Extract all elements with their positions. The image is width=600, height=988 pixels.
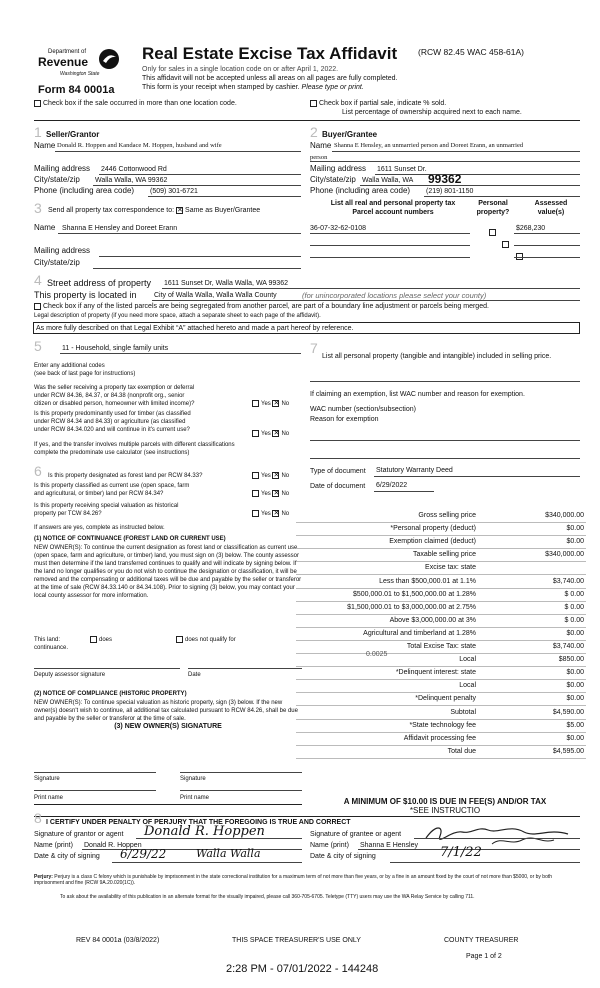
dept-state: Washington State [60, 71, 100, 77]
tax-row [296, 589, 586, 602]
does-option: does [90, 636, 112, 644]
buyer-name-cont[interactable]: person [310, 154, 328, 161]
revenue-logo [38, 46, 118, 82]
alt-format-notice: To ask about the availability of this publication in an alternate format for the visually impaired, please call 360-705-6705. Teletype (TTY) users may use the WA Relay Service by calling 711. [60, 894, 475, 900]
seller-city-label: City/state/zip [34, 175, 80, 184]
this-land-label: This land: continuance. [34, 637, 69, 651]
parcel-heading: List all real and personal property tax Parcel account numbers [330, 200, 456, 216]
tax-row [296, 549, 586, 562]
buyer-mailing-label: Mailing address [310, 164, 367, 173]
historic-yes-no: Yes ✕ No [252, 510, 289, 518]
grantor-city[interactable]: Walla Walla [196, 847, 261, 860]
does-not-checkbox[interactable] [176, 636, 183, 643]
corr-mailing-label: Mailing address [34, 246, 91, 255]
partial-sale-check[interactable]: Check box if partial sale, indicate % sold. [310, 99, 446, 108]
multi-location-checkbox[interactable] [34, 100, 41, 107]
tax-row-label: *Delinquent interest: state [395, 669, 476, 677]
forest-no-checkbox[interactable] [272, 472, 279, 479]
section-number: 1 [34, 124, 42, 140]
timber-yes-no: Yes ✕ No [252, 430, 289, 438]
exemption-yes-no: Yes ✕ No [252, 400, 289, 408]
seller-city[interactable]: Walla Walla, WA 99362 [95, 177, 168, 184]
same-as-buyer-checkbox[interactable] [176, 207, 183, 214]
tax-row-value[interactable]: $5.00 [566, 721, 584, 729]
personal-heading: Personal property? [476, 200, 510, 216]
section-number: 4 [34, 272, 42, 288]
tax-row [296, 615, 586, 628]
seller-mailing-label: Mailing address [34, 164, 91, 173]
tax-row-value[interactable]: $0.00 [566, 629, 584, 637]
seller-name[interactable]: Donald R. Hoppen and Kandace M. Hoppen, husband and wife [57, 142, 222, 149]
tax-row-label: Exemption claimed (deduct) [389, 538, 476, 546]
tax-row [296, 536, 586, 549]
timber-yes-checkbox[interactable] [252, 430, 259, 437]
located-label: This property is located in [34, 290, 137, 300]
section-number: 7 [310, 340, 318, 356]
segregation-checkbox[interactable] [34, 303, 41, 310]
tax-row [296, 576, 586, 589]
header-line3: This form is your receipt when stamped by cashier. Please type or print. [142, 84, 364, 91]
tax-row-label: Affidavit processing fee [403, 734, 476, 742]
deputy-label: Deputy assessor signature [34, 672, 106, 678]
located-in[interactable]: City of Walla Walla, Walla Walla County [154, 292, 277, 299]
see-instructions: *SEE INSTRUCTIO [409, 806, 481, 815]
date-label: Date [188, 672, 201, 678]
print-name-label: Print name [34, 795, 64, 801]
tax-row-label: Total due [447, 747, 476, 755]
minimum-due: A MINIMUM OF $10.00 IS DUE IN FEE(S) AND/OR TAX [343, 797, 547, 806]
buyer-heading: Buyer/Grantee [322, 130, 378, 139]
doc-date[interactable]: 6/29/2022 [376, 482, 408, 489]
tax-row [296, 628, 586, 641]
perjury-notice: Perjury: Perjury is a class C felony which is punishable by imprisonment in the state correctional institution for a maximum term of not more than five years, or by a fine in an amount fixed by the court of not more than $5000, or by both imprisonment and fine (RCW 9A.20.020(1C)). [34, 874, 553, 886]
grantor-name-label: Name (print) [34, 842, 73, 849]
tax-row-value[interactable]: $0.00 [566, 525, 584, 533]
notice-continuance-body: NEW OWNER(S): To continue the current designation as forest land or classification as current use (open space, farm and agriculture, or timber) land, you must sign on (3) below. The county assessor must then determine if the land transferred continues to qualify and will indicate by signing below. If the land no longer qualifies or you do not wish to continue the designation or classification, it will be removed and the compensating or additional taxes will be due and payable by the seller or transferor at the time of sale (RCW 84.33.140 or 84.34.108). Prior to signing (3) below, you may contact your local county assessor for more information. [34, 545, 302, 599]
list-percentage: List percentage of ownership acquired next to each name. [342, 109, 522, 116]
corr-city-label: City/state/zip [34, 258, 80, 267]
seller-name-label: Name [34, 141, 56, 150]
grantor-name[interactable]: Donald R. Hoppen [84, 842, 142, 849]
reason-label: Reason for exemption [310, 416, 379, 423]
historic-no-checkbox[interactable] [272, 510, 279, 517]
section-number: 3 [34, 200, 42, 216]
tax-row-value[interactable]: $340,000.00 [545, 512, 584, 519]
doc-type[interactable]: Statutory Warranty Deed [376, 467, 453, 474]
timber-no-checkbox[interactable] [272, 430, 279, 437]
section-number: 6 [34, 463, 42, 479]
tax-row-value[interactable]: $ 0.00 [564, 590, 584, 598]
tax-row [296, 602, 586, 615]
tax-row [296, 733, 586, 746]
assessed-heading: Assessed value(s) [534, 200, 568, 216]
street-address[interactable]: 1611 Sunset Dr, Walla Walla, WA 99362 [164, 280, 288, 287]
buyer-mailing[interactable]: 1611 Sunset Dr. [377, 166, 427, 173]
tax-row [296, 641, 586, 654]
does-not-option: does not qualify for [176, 636, 236, 644]
corr-name[interactable]: Shanna E Hensley and Doreet Erann [62, 225, 178, 232]
tax-row-value[interactable]: $ 0.00 [564, 603, 584, 611]
segregation-check[interactable]: Check box if any of the listed parcels are being segregated from another parcel, are part of a boundary line adjustment or parcels being merged. [34, 302, 489, 311]
tax-row-label: $500,000.01 to $1,500,000.00 at 1.28% [353, 590, 476, 598]
tax-row-label: Above $3,000,000.00 at 3% [389, 616, 476, 624]
recording-stamp: 2:28 PM - 07/01/2022 - 144248 [226, 963, 379, 975]
owner-signature-label: Signature [180, 776, 206, 782]
legal-desc-label: Legal description of property (if you need more space, attach a separate sheet to each page of the affidavit). [34, 313, 321, 319]
county-treasurer: COUNTY TREASURER [444, 937, 519, 944]
tax-row [296, 510, 586, 523]
buyer-zip[interactable]: 99362 [428, 172, 462, 186]
tax-row-label: *Personal property (deduct) [390, 525, 476, 533]
dept-revenue: Revenue [38, 55, 89, 69]
rcw-reference: (RCW 82.45 WAC 458-61A) [418, 47, 524, 57]
parcel-number[interactable]: 36-07-32-62-0108 [310, 225, 367, 232]
tax-row-value[interactable]: $4,590.00 [552, 708, 584, 716]
grantee-date-label: Date & city of signing [310, 853, 376, 860]
buyer-phone[interactable]: (219) 801-1150 [426, 188, 474, 195]
certify-text: I CERTIFY UNDER PENALTY OF PERJURY THAT THE FOREGOING IS TRUE AND CORRECT [46, 819, 351, 826]
tax-row-label: Agricultural and timberland at 1.28% [363, 629, 476, 637]
tax-row-value[interactable]: $850.00 [558, 656, 584, 664]
section-number: 8 [34, 810, 42, 826]
section-number: 2 [310, 124, 318, 140]
treasurer-use: THIS SPACE TREASURER'S USE ONLY [232, 937, 361, 944]
tax-row-label: $1,500,000.01 to $3,000,000.00 at 2.75% [347, 603, 476, 611]
tax-row-value[interactable]: $ 0.00 [564, 616, 584, 624]
correspondence-text: Send all property tax correspondence to: ✕ Same as Buyer/Grantee [48, 206, 260, 215]
grantor-signature: Donald R. Hoppen [144, 824, 265, 839]
buyer-name[interactable]: Shanna E Hensley, an unmarried person and Doreet Erann, an unmarried [334, 142, 524, 149]
land-use-code[interactable]: 11 - Household, single family units [62, 345, 169, 352]
notice-continuance-title: (1) NOTICE OF CONTINUANCE (FOREST LAND OR CURRENT USE) [34, 536, 226, 542]
personal-property-text: List all personal property (tangible and intangible) included in selling price. [322, 353, 552, 360]
buyer-name-label: Name [310, 141, 332, 150]
tax-row-label: Total Excise Tax: state [406, 643, 476, 650]
local-rate: 0.0025 [366, 651, 388, 658]
grantee-date[interactable]: 7/1/22 [440, 845, 482, 860]
wac-label: WAC number (section/subsection) [310, 406, 416, 413]
tax-row [296, 654, 586, 667]
predominate-use: If yes, and the transfer involves multiple parcels with different classifications complete the predominate use calculator (see instructions) [34, 442, 235, 456]
question-exemption: Was the seller receiving a property tax exemption or deferral under RCW 84.36, 84.37, or 84.38 (nonprofit org., senior citizen or disabled person, homeowner with limited income)? [34, 385, 195, 407]
seller-phone[interactable]: (509) 301-6721 [150, 188, 198, 195]
section-number: 5 [34, 338, 42, 354]
rev-number: REV 84 0001a (03/8/2022) [76, 937, 160, 944]
if-yes-text: If answers are yes, complete as instructed below. [34, 525, 165, 531]
tax-row-value[interactable]: $0.00 [566, 734, 584, 742]
tax-row-value[interactable]: $0.00 [566, 682, 584, 690]
grantee-name-label: Name (print) [310, 842, 349, 849]
tax-row-value[interactable]: $3,740.00 [552, 577, 584, 585]
grantor-date-label: Date & city of signing [34, 853, 100, 860]
multi-location-check[interactable]: Check box if the sale occurred in more than one location code. [34, 99, 237, 108]
tax-row [296, 720, 586, 733]
personal-property-checkbox[interactable] [502, 241, 509, 248]
tax-row [296, 667, 586, 680]
tax-row-label: Local [459, 656, 476, 664]
tax-row-value[interactable]: $4,595.00 [552, 747, 584, 755]
buyer-phone-label: Phone (including area code) [310, 186, 411, 195]
exemption-text: If claiming an exemption, list WAC number and reason for exemption. [310, 391, 525, 398]
located-hint: (for unincorporated locations please select your county) [302, 291, 487, 300]
form-number: Form 84 0001a [38, 84, 115, 96]
additional-codes: Enter any additional codes (see back of last page for instructions) [34, 363, 136, 377]
tax-row-value[interactable]: $3,740.00 [552, 643, 584, 650]
corr-name-label: Name [34, 223, 56, 232]
tax-row [296, 746, 586, 759]
tax-row-label: Taxable selling price [412, 551, 476, 559]
tax-row-label: Subtotal [450, 708, 476, 716]
assessed-value[interactable]: $268,230 [516, 225, 546, 232]
forest-yes-checkbox[interactable] [252, 472, 259, 479]
forest-question: Is this property designated as forest land per RCW 84.33? [48, 473, 203, 479]
legal-description[interactable]: As more fully described on that Legal Exhibit “A” attached hereto and made a part hereof by reference. [33, 322, 580, 334]
dept-line1: Department of [48, 49, 87, 55]
header-line1: Only for sales in a single location code on or after April 1, 2022. [142, 66, 339, 73]
does-checkbox[interactable] [90, 636, 97, 643]
tax-row-label: Local [459, 682, 476, 690]
question-timber: Is this property predominantly used for timber (as classified under RCW 84.34 and 84.33) or agriculture (as classified under RCW 84.34.020 and will continue in it's current use? [34, 411, 191, 433]
revenue-swoosh-icon [98, 48, 120, 70]
tax-row-label: *Delinquent penalty [415, 695, 476, 703]
tax-row-value[interactable]: $0.00 [566, 695, 584, 703]
current-use-yes-checkbox[interactable] [252, 490, 259, 497]
tax-row-label: Less than $500,000.01 at 1.1% [379, 577, 476, 585]
tax-row [296, 707, 586, 720]
seller-phone-label: Phone (including area code) [34, 186, 135, 195]
exemption-no-checkbox[interactable] [272, 400, 279, 407]
doc-type-label: Type of document [310, 468, 366, 475]
exemption-yes-checkbox[interactable] [252, 400, 259, 407]
street-label: Street address of property [47, 278, 152, 288]
seller-mailing[interactable]: 2446 Cottonwood Rd [101, 166, 167, 173]
page-number: Page 1 of 2 [466, 953, 502, 960]
doc-date-label: Date of document [310, 483, 366, 490]
tax-row [296, 523, 586, 536]
current-use-no-checkbox[interactable] [272, 490, 279, 497]
tax-row [296, 562, 586, 575]
buyer-city[interactable]: Walla Walla, WA [362, 177, 414, 184]
tax-row-value[interactable]: $0.00 [566, 669, 584, 677]
grantee-sig-label: Signature of grantee or agent [310, 831, 402, 838]
grantor-sig-label: Signature of grantor or agent [34, 831, 124, 838]
tax-row-label: Gross selling price [418, 512, 476, 519]
owner-signature-label: Signature [34, 776, 60, 782]
forest-yes-no: Yes ✕ No [252, 472, 289, 480]
historic-yes-checkbox[interactable] [252, 510, 259, 517]
tax-row [296, 680, 586, 693]
tax-row-value[interactable]: $0.00 [566, 538, 584, 546]
print-name-label: Print name [180, 795, 210, 801]
grantor-date[interactable]: 6/29/22 [120, 847, 167, 861]
grantee-name[interactable]: Shanna E Hensley [360, 842, 418, 849]
buyer-city-label: City/state/zip [310, 175, 356, 184]
new-owner-sig-title: (3) NEW OWNER(S) SIGNATURE [114, 723, 222, 730]
tax-row [296, 693, 586, 706]
tax-row-value[interactable]: $340,000.00 [545, 551, 584, 559]
seller-heading: Seller/Grantor [46, 130, 100, 139]
header-line2: This affidavit will not be accepted unless all areas on all pages are fully completed. [142, 75, 398, 82]
partial-sale-checkbox[interactable] [310, 100, 317, 107]
notice-compliance-title: (2) NOTICE OF COMPLIANCE (HISTORIC PROPERTY) [34, 691, 187, 697]
form-title: Real Estate Excise Tax Affidavit [142, 44, 398, 63]
current-use-question: Is this property classified as current use (open space, farm and agricultural, or timber) land per RCW 84.34? [34, 483, 190, 497]
historic-question: Is this property receiving special valuation as historical property per TCW 84.26? [34, 503, 179, 517]
current-use-yes-no: Yes ✕ No [252, 490, 289, 498]
tax-row-label: *State technology fee [409, 721, 476, 729]
notice-compliance-body: NEW OWNER(S): To continue special valuation as historic property, sign (3) below. If the new owner(s) doesn't wish to continue, all additional tax calculated pursuant to RCW 84.26, shall be due and payable by the seller or transferor at the time of sale. [34, 700, 298, 722]
personal-property-checkbox[interactable] [489, 229, 496, 236]
tax-row-label: Excise tax: state [425, 564, 476, 572]
